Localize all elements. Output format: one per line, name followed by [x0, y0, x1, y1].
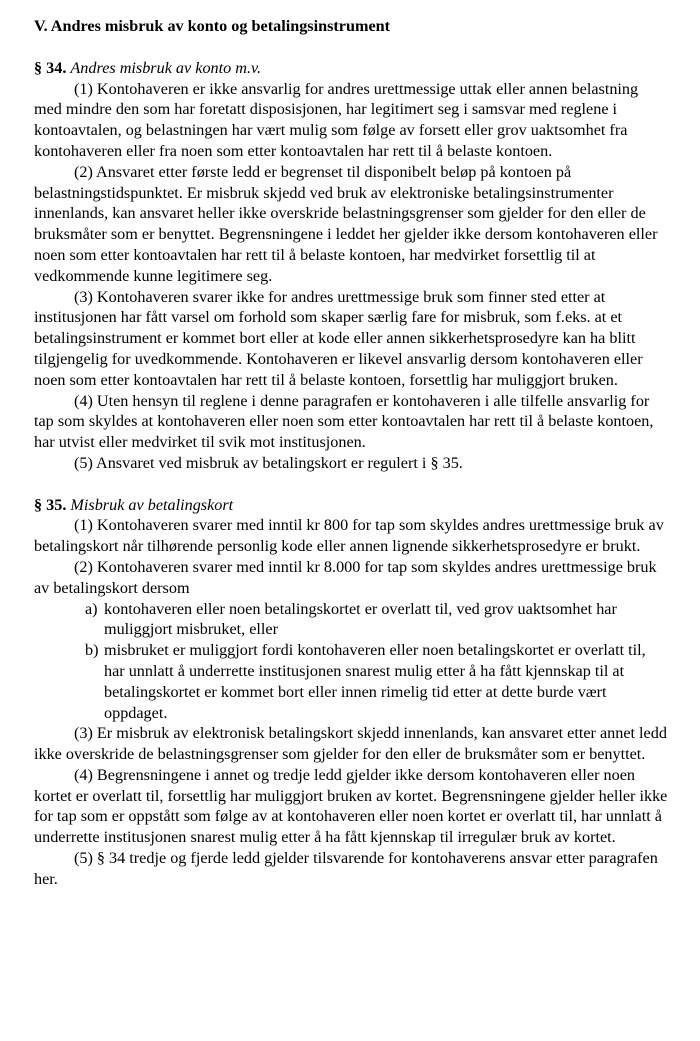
- list-text: misbruket er muliggjort fordi kontohaveren eller noen betalingskortet er overlatt til, har unnlatt å underrette institusjonen snarest mulig etter å ha fått kjennskap til at betalingskortet er kommet bort eller innen rimelig tid etter at dette burde vært oppdaget.: [104, 641, 646, 722]
- list-text: kontohaveren eller noen betalingskortet er overlatt til, ved grov uaktsomhet har muliggjort misbruket, eller: [104, 599, 617, 639]
- list-item: [34, 599, 670, 641]
- paragraph: (1) Kontohaveren er ikke ansvarlig for andres urettmessige uttak eller annen belastning med mindre den som har foretatt disposisjonen, har legitimert seg i samsvar med reglene i kontoavtalen, og belastningen har vært mulig som følge av forsett eller grov uaktsomhet fra kontohaveren eller fra noen som etter kontoavtalen har rett til å belaste kontoen.: [34, 79, 639, 160]
- paragraph: (3) Kontohaveren svarer ikke for andres urettmessige bruk som finner sted etter at institusjonen har fått varsel om forhold som skaper særlig fare for misbruk, som f.eks. at et betalingsinstrument er kommet bort eller at kode eller annen sikkerhetsprosedyre kan ha blitt tilgjengelig for uvedkommende. Kontohaveren er likevel ansvarlig dersom kontohaveren eller noen som etter kontoavtalen har rett til å belaste kontoen, forsettlig har muliggjort bruken.: [34, 287, 643, 389]
- paragraph: (1) Kontohaveren svarer med inntil kr 800 for tap som skyldes andres urettmessige bruk av betalingskort når tilhørende personlig kode eller annen lignende sikkerhetsprosedyre er brukt.: [34, 516, 664, 556]
- list: [34, 599, 670, 724]
- paragraph: (2) Kontohaveren svarer med inntil kr 8.000 for tap som skyldes andres urettmessige bruk av betalingskort dersom: [34, 557, 657, 597]
- list-label: b): [85, 641, 99, 660]
- section-heading: [34, 495, 670, 516]
- section-34: [34, 58, 670, 474]
- section-35: [34, 495, 670, 890]
- paragraph: (2) Ansvaret etter første ledd er begrenset til disponibelt beløp på kontoen på belastningstidspunktet. Er misbruk skjedd ved bruk av elektroniske betalingsinstrumenter innenlands, kan ansvaret heller ikke overskride belastningsgrenser som gjelder for den eller de bruksmåter som er benyttet. Begrensningene i leddet her gjelder ikke dersom kontohaveren eller noen som etter kontoavtalen har rett til å belaste kontoen, har medvirket forsettlig til at vedkommende kunne legitimere seg.: [34, 162, 658, 285]
- paragraph: (3) Er misbruk av elektronisk betalingskort skjedd innenlands, kan ansvaret etter annet ledd ikke overskride de belastningsgrenser som gjelder for den eller de bruksmåter som er benyttet.: [34, 724, 667, 764]
- paragraph: (5) Ansvaret ved misbruk av betalingskort er regulert i § 35.: [74, 453, 463, 472]
- paragraph: (4) Uten hensyn til reglene i denne paragrafen er kontohaveren i alle tilfelle ansvarlig for tap som skyldes at kontohaveren eller noen som etter kontoavtalen har rett til å belaste kontoen, har utvist eller medvirket til svik mot institusjonen.: [34, 391, 654, 452]
- document-page: [34, 16, 670, 910]
- paragraph: (5) § 34 tredje og fjerde ledd gjelder tilsvarende for kontohaverens ansvar etter paragrafen her.: [34, 849, 658, 888]
- paragraph: (4) Begrensningene i annet og tredje ledd gjelder ikke dersom kontohaveren eller noen kortet er overlatt til, forsettlig har muliggjort bruken av kortet. Begrensningene gjelder heller ikke for tap som er oppstått som følge av at kontohaveren eller noen kortet er overlatt til, har unnlatt å underrette institusjonen snarest mulig etter å ha fått kjennskap til irregulær bruk av kortet.: [34, 765, 668, 847]
- section-heading: [34, 58, 670, 79]
- section-number: § 35.: [34, 495, 67, 514]
- section-number: § 34.: [34, 58, 67, 77]
- section-title: Andres misbruk av konto m.v.: [70, 58, 262, 77]
- chapter-title: V. Andres misbruk av konto og betalingsinstrument: [34, 17, 391, 35]
- section-title: Misbruk av betalingskort: [70, 495, 234, 514]
- list-item: [34, 640, 670, 723]
- list-label: a): [85, 599, 98, 618]
